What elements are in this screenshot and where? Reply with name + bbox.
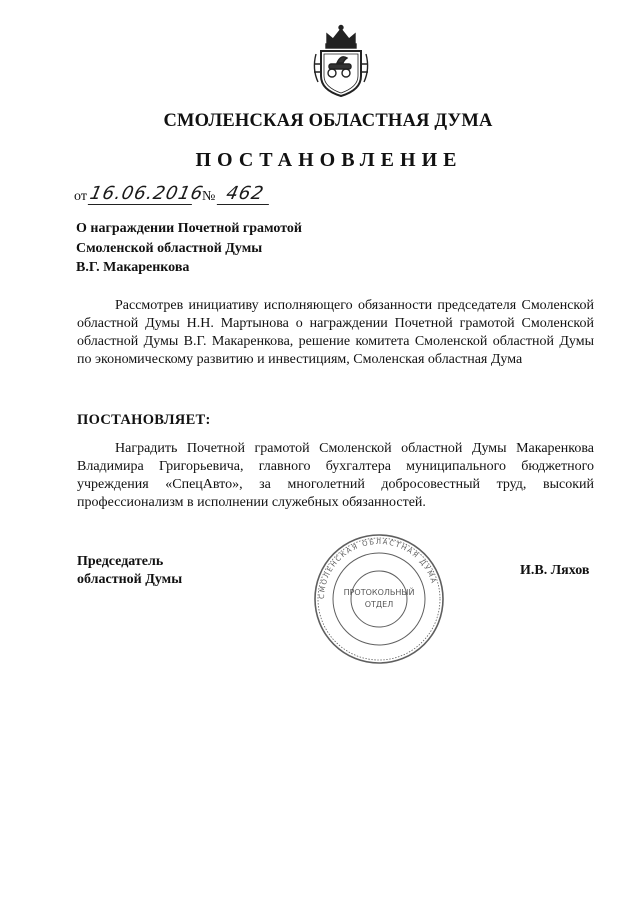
signatory-title-line: областной Думы: [77, 572, 183, 587]
resolves-heading: ПОСТАНОВЛЯЕТ:: [77, 412, 211, 428]
subject-line: В.Г. Макаренкова: [76, 260, 190, 275]
coat-of-arms-icon: [310, 24, 372, 98]
number-label: №: [201, 189, 216, 204]
seal-inner-text: ОТДЕЛ: [364, 600, 394, 609]
preamble-paragraph: Рассмотрев инициативу исполняющего обязанности председателя Смоленской областной Думы Н.Н. Мартынова о награждении Почетной грамотой Смоленской областной Думы В.Г. Макаренкова, решение комитета Смоленской областной Думы по экономическому развитию и инвестициям, Смоленская областная Дума: [77, 298, 594, 367]
signatory-title-line: Председатель: [77, 554, 164, 569]
date-number-line: [74, 184, 271, 206]
document-subject: [76, 219, 302, 278]
organization-title: СМОЛЕНСКАЯ ОБЛАСТНАЯ ДУМА: [163, 111, 493, 131]
seal-outer-text: СМОЛЕНСКАЯ ОБЛАСТНАЯ ДУМА: [317, 537, 438, 600]
signatory-title: [77, 553, 182, 589]
from-label: от: [74, 189, 87, 204]
signatory-name: И.В. Ляхов: [520, 563, 590, 578]
official-seal-stamp: [312, 532, 446, 666]
seal-inner-text: ПРОТОКОЛЬНЫЙ: [343, 588, 415, 597]
subject-line: О награждении Почетной грамотой: [76, 221, 302, 236]
resolution-paragraph: Наградить Почетной грамотой Смоленской областной Думы Макаренкова Владимира Григорьевича, главного бухгалтера муниципального бюджетного учреждения «СпецАвто», за многолетний добросовестный труд, высокий профессионализм в исполнении служебных обязанностей.: [77, 441, 594, 510]
handwritten-number: 462: [217, 184, 273, 205]
subject-line: Смоленской областной Думы: [76, 240, 263, 256]
document-type-title: ПОСТАНОВЛЕНИЕ: [195, 149, 463, 171]
handwritten-date: 16.06.2016: [88, 183, 206, 204]
